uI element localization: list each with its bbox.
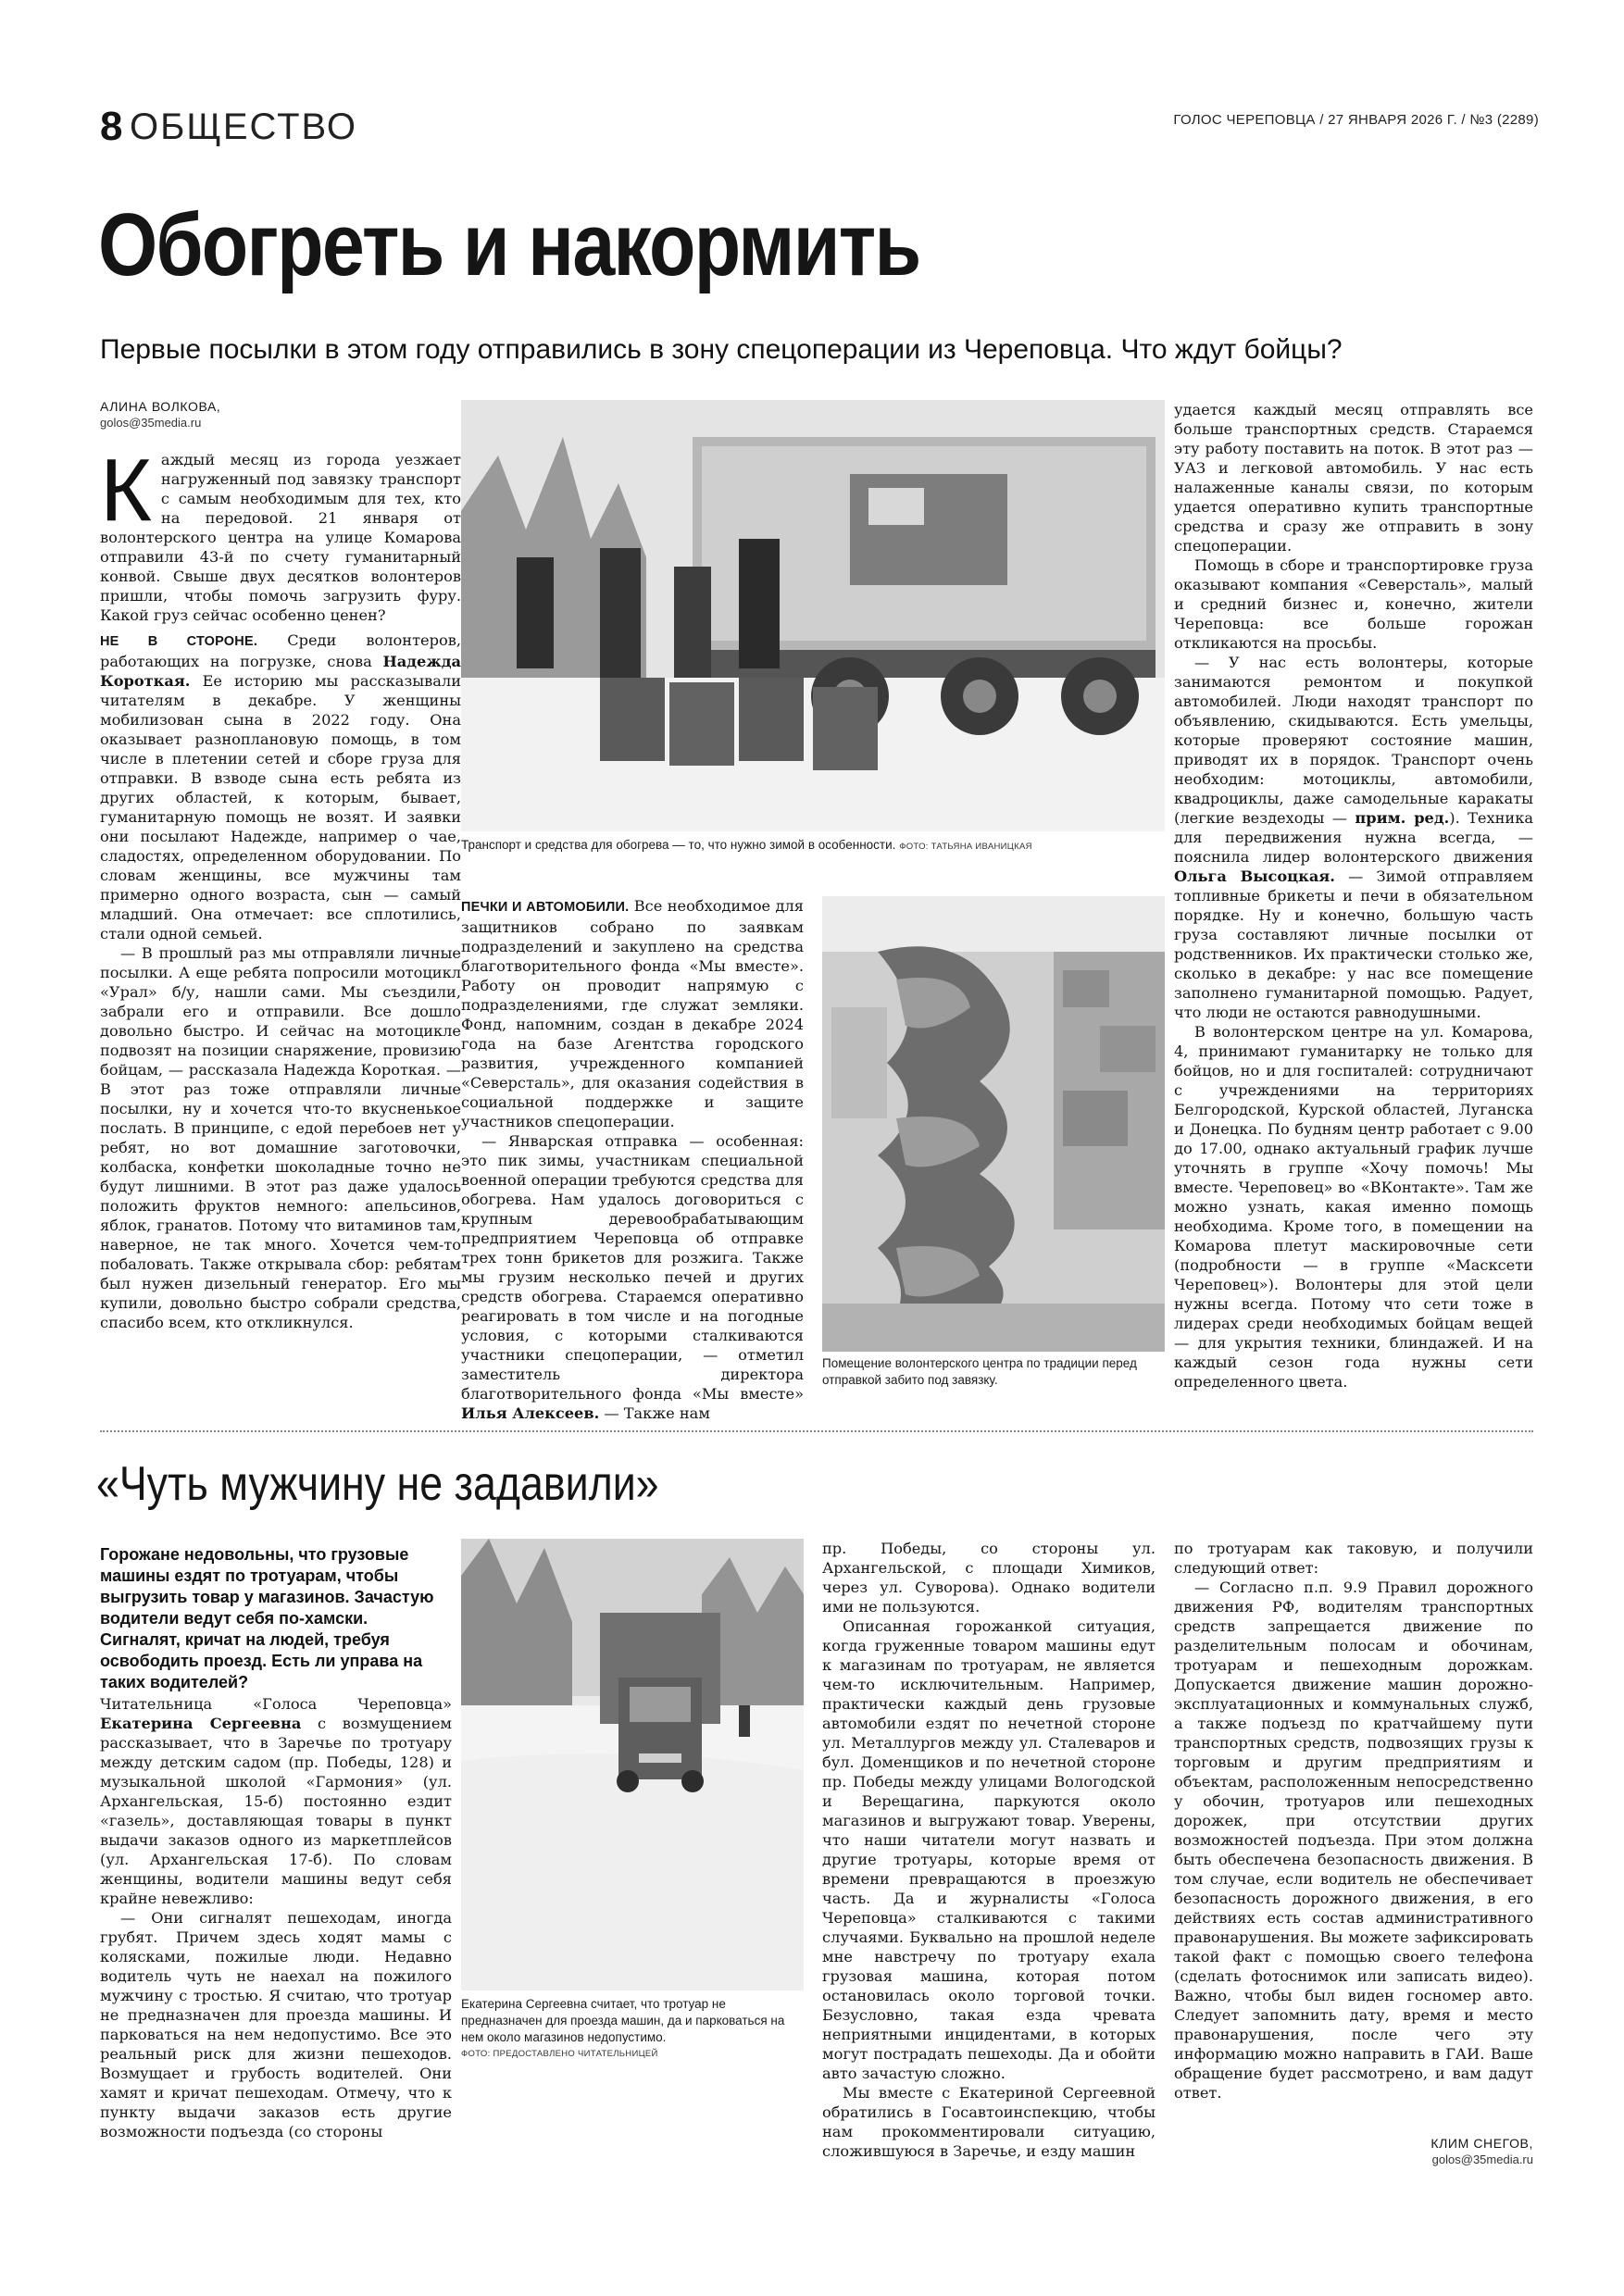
article1-col3-p3a: — У нас есть волонтеры, которые занимаются ремонтом и покупкой автомобилей. Люди находят транспорт по объявлению, скидываются. Есть умельцы, которые проверяют состояние машин, приводят их в порядок. Транспорт очень необходим: мотоциклы, автомобили, квадроциклы, даже самодельные каракаты (легкие вездеходы — bbox=[1174, 654, 1533, 827]
article1-col1-p1: аждый месяц из города уезжает нагруженный под завязку транспорт с самым необходимым для тех, кто на передовой. 21 января от волонтерского центра на улице Комарова отправили 43-й по счету гуманитарный конвой. Свыше двух десятков волонтеров пришли, чтобы помочь загрузить фуру. Какой груз сейчас особенно ценен? bbox=[100, 451, 461, 624]
page-number: 8 bbox=[100, 104, 123, 149]
article2-col4-p2: — Согласно п.п. 9.9 Правил дорожного движения РФ, водителям транспортных средств запрещается движение по разделительным полосам и обочинам, тротуарам и пешеходным дорожкам. Допускается движение машин дорожно-эксплуатационных и коммунальных служб, а также подъезд по кратчайшему пути транспортных средств, подвозящих грузы к торговым и другим предприятиям и объектам, расположенным непосредственно у обочин, тротуаров или пешеходных дорожек, при отсутствии других возможностей подъезда. При этом должна быть обеспечена безопасность движения. В том случае, если водитель не обеспечивает безопасность дорожного движения, в его действиях есть состав административного правонарушения. Вы можете зафиксировать такой факт с помощью своего телефона (сделать фотоснимок или записать видео). Важно, чтобы был виден госномер авто. Следует запомнить дату, время и место правонарушения, после чего эту информацию можно направить в ГАИ. Ваше обращение будет рассмотрено, и вам дадут ответ. bbox=[1174, 1578, 1533, 2102]
photo-credit: ФОТО: ПРЕДОСТАВЛЕНО ЧИТАТЕЛЬНИЦЕЙ bbox=[461, 2049, 658, 2059]
article1-col1-p3: — В прошлый раз мы отправляли личные посылки. А еще ребята попросили мотоцикл «Урал» б/у, нашли сами. Мы съездили, забрали его и отправили. Все дошло довольно быстро. И сейчас на мотоцикле подвозят на позиции снаряжение, провизию бойцам, — рассказала Надежда Короткая. — В этот раз тоже отправляли личные посылки, ну и хочется что-то вкусненькое послать. В принципе, с едой перебоев нет у ребят, но вот домашние заготовочки, колбаска, конфетки шоколадные точно не будут лишними. В этот раз даже удалось положить фруктов немного: апельсинов, яблок, гранатов. Потому что витаминов там, наверное, не так много. Хочется чем-то побаловать. Также открывала сбор: ребятам был нужен дизельный генератор. Его мы купили, довольно быстро собрали средства, спасибо всем, кто откликнулся. bbox=[100, 944, 461, 1331]
editor-note: прим. ред. bbox=[1355, 809, 1450, 827]
photo-truck-loading bbox=[461, 400, 1165, 831]
person-name: Илья Алексеев. bbox=[461, 1404, 600, 1422]
article2-lead: Горожане недовольны, что грузовые машины ездят по тротуарам, чтобы выгрузить товар у магазинов. Зачастую водители ведут себя по-хамски. Сигналят, кричат на людей, требуя освободить проезд. Есть ли управа на таких водителей? bbox=[100, 1545, 434, 1691]
photo-truck-on-sidewalk bbox=[461, 1539, 804, 1990]
article2-headline: «Чуть мужчину не задавили» bbox=[96, 1457, 659, 1511]
article1-column-2 bbox=[461, 896, 805, 1422]
article1-col1-p2a: Среди волонтеров, работающих на погрузке, снова bbox=[100, 631, 461, 670]
article-headline: Обогреть и накормить bbox=[98, 195, 920, 294]
article2-col1-p1b: с возмущением рассказывает, что в Заречье по тротуару между детским садом (пр. Победы, 128) и музыкальной школой «Гармония» (ул. Архангельская, 15-б) постоянно ездит «газель», доставляющая товары в пункт выдачи заказов одного из маркетплейсов (ул. Архангельская 17-б). По словам женщины, водители машины ведут себя крайне невежливо: bbox=[100, 1715, 452, 1907]
article1-col3-p3b: ). Техника для передвижения нужна всегда, — пояснила лидер волонтерского движения bbox=[1174, 809, 1533, 866]
article-divider bbox=[100, 1430, 1533, 1432]
drop-cap: К bbox=[100, 441, 152, 540]
article2-column-4 bbox=[1174, 1539, 1533, 2131]
photo-credit: ФОТО: ТАТЬЯНА ИВАНИЦКАЯ bbox=[899, 842, 1032, 852]
signature-email: golos@35media.ru bbox=[1431, 2152, 1533, 2166]
article1-col2-p1: Все необходимое для защитников собрано по заявкам подразделений и закуплено на средства благотворительного фонда «Мы вместе». Работу он проводит напрямую с подразделениями, где служат земляки. Фонд, напомним, создан в декабре 2024 года на базе Агентства городского развития, учрежденного компанией «Северсталь», для оказания содействия в социальной поддержке и защите участников спецоперации. bbox=[461, 897, 805, 1130]
article1-col2-p2a: — Январская отправка — особенная: это пик зимы, участникам специальной военной операции требуются средства для обогрева. Нам удалось договориться с крупным деревообрабатывающим предприятием Череповца об отправке трех тонн брикетов для розжига. Также мы грузим несколько печей и других средств обогрева. Стараемся оперативно реагировать в том числе и на погодные условия, с которыми сталкиваются участники спецоперации, — отметил заместитель директора благотворительного фонда «Мы вместе» bbox=[461, 1132, 804, 1403]
person-name: Екатерина Сергеевна bbox=[100, 1715, 302, 1732]
article2-col4-p1: по тротуарам как таковую, и получили следующий ответ: bbox=[1174, 1540, 1533, 1577]
article2-signature bbox=[1430, 2135, 1533, 2167]
article1-col1-p2b: Ее историю мы рассказывали читателям в декабре. У женщины мобилизован сына в 2022 году. Она оказывает разноплановую помощь, в том числе в плетении сетей и сборе груза для отправки. В взводе сына есть ребята из других областей, к которым, бывает, гуманитарную помощь не возят. И заявки они посылают Надежде, например о чае, сладостях, определенном оборудовании. По словам женщины, все мужчины там примерно одного возраста, сын — самый младший. Она отмечает: все сплотились, стали одной семьей. bbox=[100, 672, 461, 942]
article2-col3-p3: Мы вместе с Екатериной Сергеевной обратились в Госавтоинспекцию, чтобы нам прокомментировали ситуацию, сложившуюся в Заречье, и езду машин bbox=[822, 2084, 1156, 2160]
article2-col1-p1a: Читательница «Голоса Череповца» bbox=[100, 1695, 452, 1713]
subheading-pechki: ПЕЧКИ И АВТОМОБИЛИ. bbox=[461, 900, 630, 915]
article2-column-3 bbox=[822, 1539, 1156, 2176]
article1-col2-p2b: — Также нам bbox=[604, 1404, 710, 1422]
article1-col3-p2: Помощь в сборе и транспортировке груза оказывают компания «Северсталь», малый и средний бизнес и, конечно, жители Череповца: все больше горожан откликаются на просьбы. bbox=[1174, 556, 1533, 652]
signature-author: КЛИМ СНЕГОВ, bbox=[1430, 2136, 1533, 2151]
article2-col1-p2: — Они сигналят пешеходам, иногда грубят. Причем здесь ходят мамы с колясками, пожилые люди. Недавно водитель чуть не наехал на пожилого мужчину с тростью. Я считаю, что тротуар не предназначен для проезда машины. И парковаться на нем недопустимо. Все это реальный риск для жизни пешеходов. Возмущает и грубость водителей. Они хамят и кричат пешеходам. Отмечу, что к пункту выдачи заказов есть другие возможности подъезда (со стороны bbox=[100, 1909, 452, 2140]
article2-col3-p1: пр. Победы, со стороны ул. Архангельской, с площади Химиков, через ул. Суворова). Однако водители ими не пользуются. bbox=[822, 1540, 1156, 1616]
masthead: ГОЛОС ЧЕРЕПОВЦА / 27 ЯНВАРЯ 2026 Г. / №3 (2289) bbox=[1173, 112, 1539, 128]
article1-column-1 bbox=[100, 441, 461, 1398]
section-name: ОБЩЕСТВО bbox=[130, 106, 357, 147]
article2-column-1 bbox=[100, 1694, 452, 2176]
photo-caption-2: Помещение волонтерского центра по традиции перед отправкой забито под завязку. bbox=[822, 1356, 1137, 1387]
subheading-ne-v-storone: НЕ В СТОРОНЕ. bbox=[100, 634, 258, 649]
person-name: Надежда Короткая. bbox=[100, 653, 461, 690]
byline-email: golos@35media.ru bbox=[100, 416, 202, 430]
article-subhead: Первые посылки в этом году отправились в зону спецоперации из Череповца. Что ждут бойцы? bbox=[100, 334, 1343, 365]
photo-caption-3 bbox=[461, 1996, 804, 2063]
article2-col3-p2: Описанная горожанкой ситуация, когда груженные товаром машины едут к магазинам по тротуарам, не является чем-то исключительным. Например, практически каждый день грузовые автомобили ездят по нечетной стороне ул. Металлургов между ул. Сталеваров и бул. Доменщиков и по нечетной стороне пр. Победы между улицами Вологодской и Верещагина, паркуются около магазинов и выгружают товар. Уверены, что наши читатели могут назвать и другие тротуары, которые время от времени превращаются в проезжую часть. Да и журналисты «Голоса Череповца» сталкиваются с такими случаями. Буквально на прошлой неделе мне навстречу по тротуару ехала грузовая машина, которая потом остановилась около торговой точки. Безусловно, такая езда чревата неприятными инцидентами, в которых могут пострадать пешеходы. Да и обойти авто зачастую сложно. bbox=[822, 1617, 1156, 2082]
caption-text: Екатерина Сергеевна считает, что тротуар не предназначен для проезда машин, да и парковаться на нем около магазинов недопустимо. bbox=[461, 1997, 785, 2044]
byline-author: АЛИНА ВОЛКОВА, bbox=[100, 399, 221, 414]
byline bbox=[100, 398, 461, 430]
caption-text: Транспорт и средства для обогрева — то, что нужно зимой в особенности. bbox=[461, 838, 896, 852]
article1-col3-p1: удается каждый месяц отправлять все больше транспортных средств. Стараемся эту работу поставить на поток. В этот раз — УАЗ и легковой автомобиль. У нас есть налаженные каналы связи, по которым удается оперативно купить транспортные средства и сразу же отправить в зону спецоперации. bbox=[1174, 401, 1533, 555]
article1-column-3 bbox=[1174, 400, 1533, 1398]
article1-col3-p4: В волонтерском центре на ул. Комарова, 4, принимают гуманитарку не только для бойцов, но и для госпиталей: сотрудничают с учреждениями на территориях Белгородской, Курской областей, Луганска и Донецка. По будням центр работает с 9.00 до 17.00, однако актуальный график лучше уточнять в группе «Хочу помочь! Мы вместе. Череповец» во «ВКонтакте». Там же можно узнать, какая именно помощь необходима. Кроме того, в помещении на Комарова плетут маскировочные сети (подробности — в группе «Масксети Череповец»). Волонтеры для этой цели нужны всегда. Потому что сети тоже в лидерах среди необходимых бойцам вещей — для укрытия техники, блиндажей. И на каждый сезон года нужны сети определенного цвета. bbox=[1174, 1023, 1533, 1391]
photo-camouflage-nets bbox=[822, 896, 1165, 1352]
person-name: Ольга Высоцкая. bbox=[1174, 867, 1335, 885]
photo-caption-1 bbox=[461, 837, 1165, 855]
article1-col3-p3c: — Зимой отправляем топливные брикеты и печи в обязательном порядке. Ну и конечно, большую часть груза составляют личные посылки от родственников. Их практически столько же, сколько в декабре: у нас все помещение заполнено гуманитарной помощью. Радует, что люди не остаются равнодушными. bbox=[1174, 867, 1534, 1021]
